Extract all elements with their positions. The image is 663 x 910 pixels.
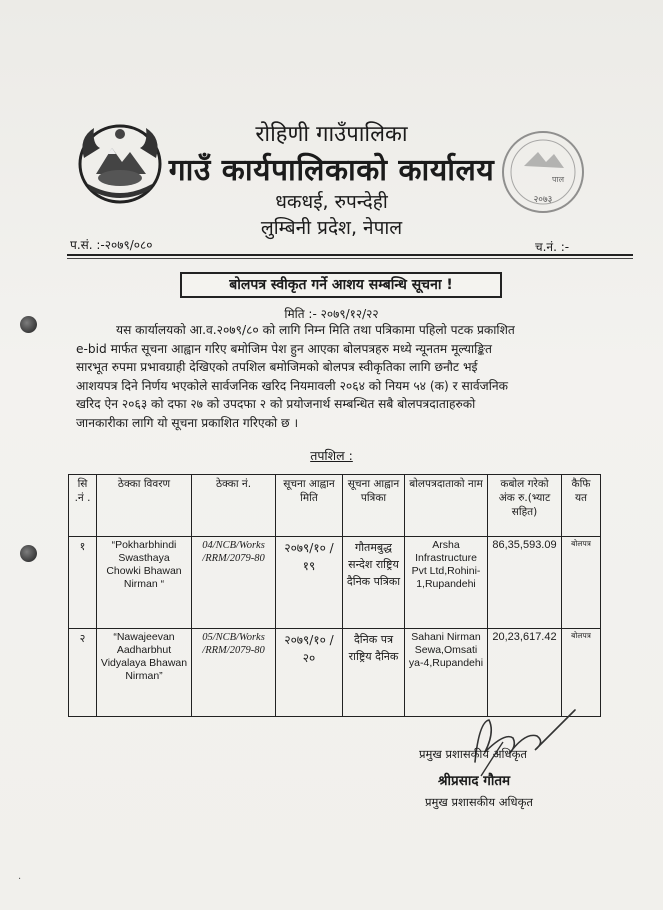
signatory-name: श्रीप्रसाद गौतम xyxy=(438,773,511,789)
col-header-description: ठेक्का विवरण xyxy=(97,475,192,537)
details-heading: तपशिल : xyxy=(310,448,353,463)
col-header-notice-date: सूचना आह्वान मिति xyxy=(276,475,343,537)
contracts-table xyxy=(68,474,601,717)
address-line-2: लुम्बिनी प्रदेश, नेपाल xyxy=(260,217,403,239)
cell-description: “Nawajeevan Aadharbhut Vidyalaya Bhawan Nirman” xyxy=(97,629,192,717)
body-line: आशयपत्र दिने निर्णय भएकोले सार्वजनिक खरिद नियमावली २०६४ को नियम ५४ (क) र सार्वजनिक xyxy=(76,378,508,393)
notice-title: बोलपत्र स्वीकृत गर्ने आशय सम्बन्धि सूचना ! xyxy=(180,272,502,298)
header-divider-thin xyxy=(67,258,633,259)
table-row xyxy=(69,537,601,629)
svg-text:२०७३: २०७३ xyxy=(533,195,553,205)
reference-number: प.सं. :-२०७९/०८० xyxy=(70,238,153,252)
cell-contract-no: 04/NCB/Works /RRM/2079-80 xyxy=(192,537,276,629)
body-line: खरिद ऐन २०६३ को दफा २७ को उपदफा २ को प्रयोजनार्थ सम्बन्धित सबै बोलपत्रदाताहरुको xyxy=(76,397,476,411)
svg-text:पाल: पाल xyxy=(551,175,565,184)
punch-hole xyxy=(20,545,37,562)
office-name: गाउँ कार्यपालिकाको कार्यालय xyxy=(168,153,495,188)
signatory-stamp-designation: प्रमुख प्रशासकीय अधिकृत xyxy=(419,747,527,761)
cell-notice-paper: गौतमबुद्ध सन्देश राष्ट्रिय दैनिक पत्रिका xyxy=(343,537,405,629)
notice-body xyxy=(76,321,608,432)
municipality-name: रोहिणी गाउँपालिका xyxy=(255,122,408,147)
punch-hole xyxy=(20,316,37,333)
cell-remarks: बोलपत्र xyxy=(562,537,601,629)
cell-notice-date: २०७९/१० /१९ xyxy=(276,537,343,629)
col-header-notice-paper: सूचना आह्वान पत्रिका xyxy=(343,475,405,537)
header-divider xyxy=(67,254,633,256)
col-header-sn: सि .नं . xyxy=(69,475,97,537)
cell-description: “Pokharbhindi Swasthaya Chowki Bhawan Nirman “ xyxy=(97,537,192,629)
body-line: यस कार्यालयको आ.व.२०७९/८० को लागि निम्न मिति तथा पत्रिकामा पहिलो पटक प्रकाशित xyxy=(116,323,515,337)
cell-notice-date: २०७९/१० /२० xyxy=(276,629,343,717)
notice-date: मिति :- २०७९/१२/२२ xyxy=(284,307,379,321)
col-header-remarks: कैफि यत xyxy=(562,475,601,537)
cell-bidder: Sahani Nirman Sewa,Omsati ya-4,Rupandehi xyxy=(405,629,488,717)
cell-contract-no: 05/NCB/Works /RRM/2079-80 xyxy=(192,629,276,717)
body-line: जानकारीका लागि यो सूचना प्रकाशित गरिएको छ । xyxy=(76,415,299,430)
cell-remarks: बोलपत्र xyxy=(562,629,601,717)
col-header-amount: कबोल गरेको अंक रु.(भ्याट सहित) xyxy=(488,475,562,537)
cell-sn: २ xyxy=(69,629,97,717)
table-header-row xyxy=(69,475,601,537)
dispatch-number: च.नं. :- xyxy=(535,240,570,254)
cell-amount: 86,35,593.09 xyxy=(488,537,562,629)
scan-mark: · xyxy=(18,874,22,885)
address-line-1: धकधई, रुपन्देही xyxy=(275,191,388,213)
cell-amount: 20,23,617.42 xyxy=(488,629,562,717)
cell-bidder: Arsha Infrastructure Pvt Ltd,Rohini-1,Rupandehi xyxy=(405,537,488,629)
col-header-bidder: बोलपत्रदाताको नाम xyxy=(405,475,488,537)
handwritten-signature xyxy=(455,702,595,782)
signatory-designation: प्रमुख प्रशासकीय अधिकृत xyxy=(425,795,533,809)
cell-notice-paper: दैनिक पत्र राष्ट्रिय दैनिक xyxy=(343,629,405,717)
body-line: e-bid मार्फत सूचना आह्वान गरिए बमोजिम पेश हुन आएका बोलपत्रहरु मध्ये न्यूनतम मूल्याङ्कित xyxy=(76,341,492,356)
body-line: सारभूत रुपमा प्रभावग्राही देखिएको तपशिल बमोजिमको बोलपत्र स्वीकृतिका लागि छनौट भई xyxy=(76,360,478,374)
cell-sn: १ xyxy=(69,537,97,629)
col-header-contract-no: ठेक्का नं. xyxy=(192,475,276,537)
